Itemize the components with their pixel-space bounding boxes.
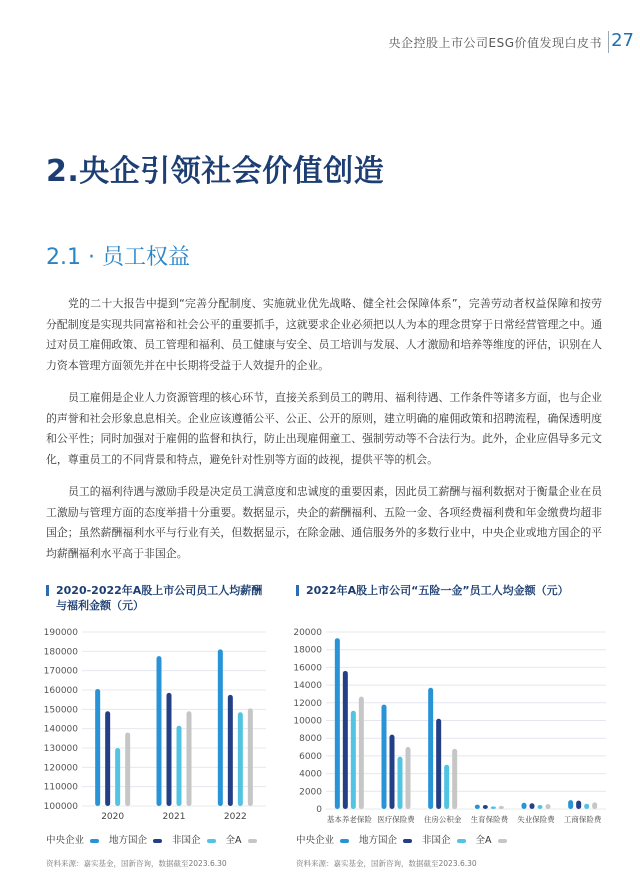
chart-1-bar <box>125 733 130 806</box>
paragraph-3: 员工的福利待遇与激励手段是决定员工满意度和忠诚度的重要因素，因此员工薪酬与福利数据对于衡量企业在员工激励与管理方面的态度举措十分重要。数据显示，央企的薪酬福利、五险一金、各项经费福利费和年金缴费均超非国企；虽然薪酬福利水平与行业有关，但数据显示，在除金融、通信服务外的多数行业中，中央企业或地方国企的平均薪酬福利水平高于非国企。 <box>46 485 602 560</box>
chart-1-title <box>56 583 262 613</box>
chart-2-ytick: 2000 <box>299 787 322 798</box>
chart-2-legend-label: 中央企业 <box>296 835 335 846</box>
chart-2-ytick: 14000 <box>293 681 322 692</box>
chart-2-legend-item <box>476 835 507 846</box>
chart-2-ytick: 16000 <box>293 663 322 674</box>
chart-1-legend-item <box>172 835 216 846</box>
chart-2-category-label: 医疗保险费 <box>377 815 415 824</box>
chart-2-bar <box>538 805 543 809</box>
chart-2-bar <box>398 757 403 809</box>
chart-2-legend-swatch <box>457 839 466 843</box>
chart-1-legend-label: 全A <box>225 835 242 846</box>
chart-1-ytick: 180000 <box>43 647 78 658</box>
chart-2-bar <box>576 801 581 809</box>
chart-2-bar <box>343 671 348 809</box>
chart-2-ytick: 18000 <box>293 645 322 656</box>
chart-1-ytick: 110000 <box>43 782 78 793</box>
chart-1-category-label: 2020 <box>101 812 125 822</box>
header-title: 央企控股上市公司ESG价值发现白皮书 <box>388 36 602 50</box>
chart-2-bar <box>483 805 488 809</box>
chart-2-bar <box>491 806 496 809</box>
page-number: 27 <box>611 30 634 51</box>
chart-1-legend-item <box>46 835 99 846</box>
chart-2-bar <box>452 749 457 809</box>
chart-1-bar <box>228 695 233 806</box>
chart-1-category-label: 2021 <box>162 812 186 822</box>
chart-1-title-line-1: 2020-2022年A股上市公司员工人均薪酬 <box>56 584 263 597</box>
chart-1-bar <box>95 689 100 806</box>
chart-2-category-label: 工商保险费 <box>563 815 602 824</box>
chart-2-bar <box>522 803 527 809</box>
chart-2 <box>293 576 606 870</box>
chart-1-ytick: 130000 <box>43 744 78 754</box>
chart-1-ytick: 140000 <box>43 724 78 735</box>
chart-1-ytick: 120000 <box>43 763 78 774</box>
chart-1-title-line-2: 与福利金额（元） <box>56 599 144 612</box>
chart-1-legend-swatch <box>248 839 257 843</box>
chart-2-legend <box>296 832 517 846</box>
chart-2-category-label: 生育保险费 <box>470 815 509 824</box>
chart-2-ytick: 0 <box>316 805 322 815</box>
chart-1-bar <box>187 711 192 806</box>
chart-1-legend-label: 中央企业 <box>46 835 85 846</box>
chart-1-bar <box>115 748 120 806</box>
chart-1-title-bar <box>46 585 49 596</box>
chart-1-bar <box>238 712 243 806</box>
chart-2-bar <box>382 705 387 809</box>
chart-2-source: 资料来源：嘉实基金，国新咨询，数据截至2023.6.30 <box>296 859 477 868</box>
chart-2-bar <box>530 803 535 809</box>
chart-1 <box>43 576 286 870</box>
chart-2-legend-label: 全A <box>475 835 492 846</box>
chart-2-legend-swatch <box>340 839 349 843</box>
chart-1-category-label: 2022 <box>223 812 247 822</box>
chart-2-category-label: 失业保险费 <box>517 815 555 824</box>
chart-2-bar <box>444 765 449 809</box>
chart-2-category-label: 住房公积金 <box>423 815 462 824</box>
paragraph-2: 员工雇佣是企业人力资源管理的核心环节，直接关系到员工的聘用、福利待遇、工作条件等诸多方面，也与企业的声誉和社会形象息息相关。企业应该遵循公平、公正、公开的原则，建立明确的雇佣政策和招聘流程，确保透明度和公平性；同时加强对于雇佣的监督和执行，防止出现雇佣童工、强制劳动等不合法行为。此外，企业应倡导多元文化，尊重员工的不同背景和特点，避免针对性别等方面的歧视，提供平等的机会。 <box>46 391 602 466</box>
chart-2-title: 2022年A股上市公司“五险一金”员工人均金额（元） <box>306 584 569 597</box>
chart-2-bar <box>359 697 364 809</box>
chart-1-legend-label: 地方国企 <box>109 835 148 846</box>
chart-1-legend-label: 非国企 <box>172 835 201 846</box>
chart-2-category-label: 基本养老保险 <box>326 815 372 824</box>
chart-1-source: 资料来源：嘉实基金，国新咨询，数据截至2023.6.30 <box>46 859 227 868</box>
paragraph-1: 党的二十大报告中提到“完善分配制度、实施就业优先战略、健全社会保障体系”，完善劳动者权益保障和按劳分配制度是实现共同富裕和社会公平的重要抓手，这就要求企业必须把以人为本的理念贯穿于日常经营管理之中。通过对员工雇佣政策、员工管理和福利、员工健康与安全、员工培训与发展、人才激励和培养等维度的评估，识别在人力资本管理方面领先并在中长期将受益于人效提升的企业。 <box>46 297 602 372</box>
section-title: 2.央企引领社会价值创造 <box>46 154 385 189</box>
chart-2-legend-item <box>422 835 466 846</box>
chart-2-legend-label: 地方国企 <box>359 835 398 846</box>
chart-2-legend-swatch <box>498 839 507 843</box>
chart-1-legend-swatch <box>153 839 162 843</box>
chart-1-bar <box>177 726 182 806</box>
chart-2-bar <box>351 711 356 809</box>
header-divider <box>608 31 609 53</box>
chart-2-ytick: 12000 <box>293 698 322 709</box>
chart-1-ytick: 190000 <box>43 628 78 638</box>
chart-2-bar <box>335 638 340 809</box>
chart-2-title-bar <box>296 585 299 596</box>
chart-2-ytick: 10000 <box>293 716 322 727</box>
chart-2-ytick: 6000 <box>299 751 322 762</box>
chart-1-ytick: 160000 <box>43 686 78 696</box>
chart-2-legend-item <box>359 835 412 846</box>
chart-1-ytick: 150000 <box>43 705 78 716</box>
chart-1-legend-swatch <box>90 839 99 843</box>
chart-2-bar <box>584 804 589 809</box>
chart-1-bar <box>218 649 223 806</box>
chart-2-legend-label: 非国企 <box>422 835 451 846</box>
chart-2-bar <box>406 747 411 809</box>
chart-1-ytick: 100000 <box>43 802 78 812</box>
chart-2-bar <box>546 804 551 809</box>
chart-2-bar <box>390 735 395 809</box>
chart-1-ytick: 170000 <box>43 666 78 677</box>
chart-2-bar <box>568 800 573 809</box>
chart-1-legend-item <box>226 835 257 846</box>
chart-1-bar <box>248 708 253 806</box>
chart-2-bar <box>436 719 441 809</box>
chart-1-bar <box>105 711 110 806</box>
chart-2-bar <box>499 806 504 809</box>
chart-1-legend-item <box>109 835 162 846</box>
chart-2-legend-swatch <box>403 839 412 843</box>
chart-1-bar <box>157 656 162 806</box>
chart-2-bar <box>428 688 433 809</box>
chart-2-ytick: 4000 <box>299 769 322 780</box>
chart-2-bar <box>475 805 480 809</box>
chart-1-legend <box>46 832 267 846</box>
chart-2-ytick: 8000 <box>299 734 322 745</box>
subsection-title: 2.1 · 员工权益 <box>46 245 190 270</box>
chart-1-legend-swatch <box>207 839 216 843</box>
chart-2-ytick: 20000 <box>293 628 322 638</box>
chart-1-bar <box>167 693 172 806</box>
chart-2-bar <box>592 802 597 809</box>
chart-2-legend-item <box>296 835 349 846</box>
